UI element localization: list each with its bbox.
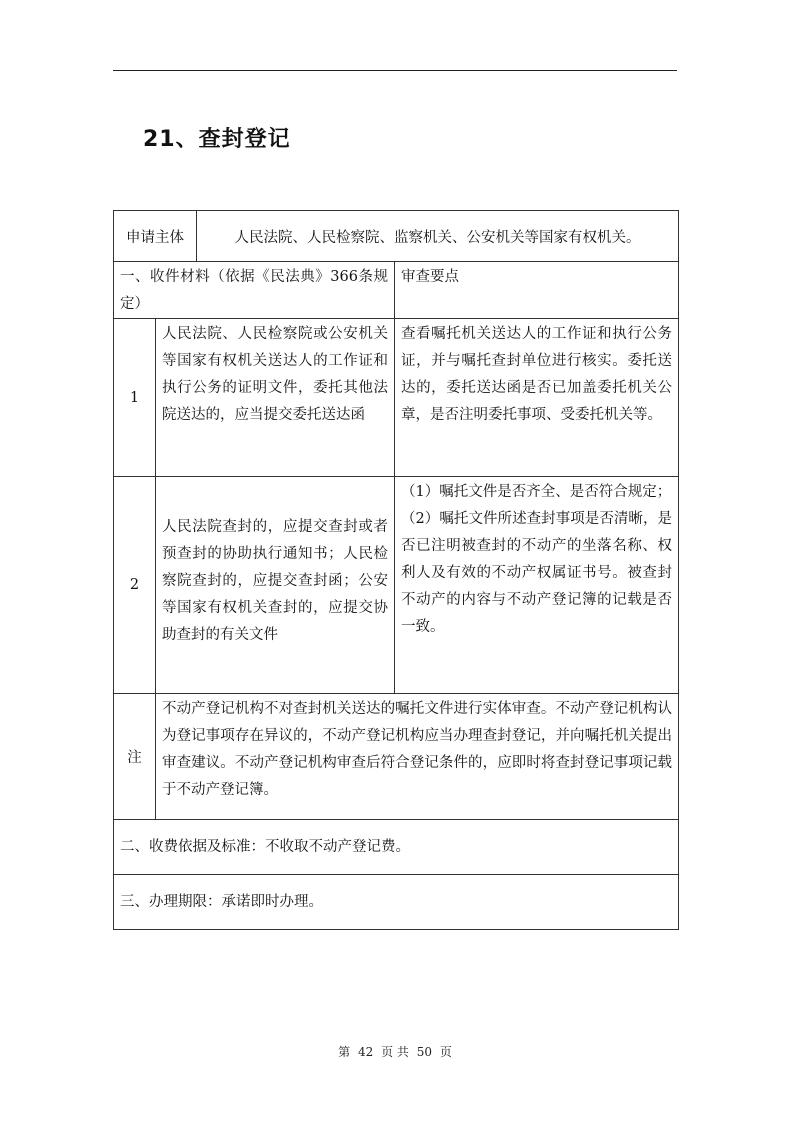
materials-header-cell bbox=[114, 262, 395, 319]
header-row bbox=[114, 262, 679, 319]
subject-row bbox=[114, 211, 679, 262]
subject-label: 申请主体 bbox=[126, 229, 184, 246]
page-title: 21、查封登记 bbox=[143, 127, 291, 152]
material-text: 人民法院、人民检察院或公安机关等国家有权机关送达人的工作证和执行公务的证明文件，委托其他法院送达的，应当提交委托送达函 bbox=[162, 326, 388, 423]
row-number: 1 bbox=[129, 389, 140, 406]
row-number-cell bbox=[114, 477, 156, 694]
review-line: （2）嘱托文件所述查封事项是否清晰，是否已注明被查封的不动产的坐落名称、权利人及有效的不动产权属证书号。被查封不动产的内容与不动产登记簿的记载是否一致。 bbox=[401, 511, 672, 635]
materials-header: 一、收件材料（依据《民法典》366条规定） bbox=[120, 269, 388, 312]
note-text-cell bbox=[156, 694, 679, 820]
note-label: 注 bbox=[127, 750, 142, 766]
deadline-cell bbox=[114, 875, 679, 930]
registration-table bbox=[113, 210, 679, 930]
note-row bbox=[114, 694, 679, 820]
row-number-cell bbox=[114, 319, 156, 477]
subject-label-cell bbox=[114, 211, 197, 262]
table-row bbox=[114, 319, 679, 477]
table-row bbox=[114, 477, 679, 694]
footer-suffix: 页 bbox=[439, 1045, 452, 1059]
fee-text: 二、收费依据及标准：不收取不动产登记费。 bbox=[120, 838, 410, 855]
subject-value-cell bbox=[197, 211, 679, 262]
deadline-row bbox=[114, 875, 679, 930]
review-cell bbox=[395, 477, 679, 694]
review-text: 查看嘱托机关送达人的工作证和执行公务证，并与嘱托查封单位进行核实。委托送达的，委托送达函是否已加盖委托机关公章，是否注明委托事项、受委托机关等。 bbox=[401, 326, 672, 423]
footer-mid: 页 共 bbox=[381, 1045, 409, 1059]
subject-value: 人民法院、人民检察院、监察机关、公安机关等国家有权机关。 bbox=[234, 229, 641, 246]
fee-row bbox=[114, 820, 679, 875]
row-number: 2 bbox=[129, 577, 140, 593]
page-total: 50 bbox=[416, 1045, 433, 1059]
deadline-text: 三、办理期限：承诺即时办理。 bbox=[120, 893, 323, 910]
fee-cell bbox=[114, 820, 679, 875]
review-header: 审查要点 bbox=[401, 269, 459, 285]
material-cell bbox=[156, 319, 395, 477]
note-text: 不动产登记机构不对查封机关送达的嘱托文件进行实体审查。不动产登记机构认为登记事项存在异议的，不动产登记机构应当办理查封登记，并向嘱托机关提出审查建议。不动产登记机构审查后符合登记条件的，应即时将查封登记事项记载于不动产登记簿。 bbox=[162, 701, 672, 798]
page-number: 42 bbox=[357, 1045, 374, 1059]
review-cell bbox=[395, 319, 679, 477]
review-line: （1）嘱托文件是否齐全、是否符合规定； bbox=[401, 484, 672, 500]
note-label-cell bbox=[114, 694, 156, 820]
header-rule bbox=[113, 70, 677, 71]
material-text: 人民法院查封的，应提交查封或者预查封的协助执行通知书；人民检察院查封的，应提交查封函；公安等国家有权机关查封的，应提交协助查封的有关文件 bbox=[162, 518, 388, 643]
review-header-cell bbox=[395, 262, 679, 319]
footer-prefix: 第 bbox=[338, 1045, 351, 1059]
page-footer bbox=[0, 1043, 790, 1060]
material-cell bbox=[156, 477, 395, 694]
